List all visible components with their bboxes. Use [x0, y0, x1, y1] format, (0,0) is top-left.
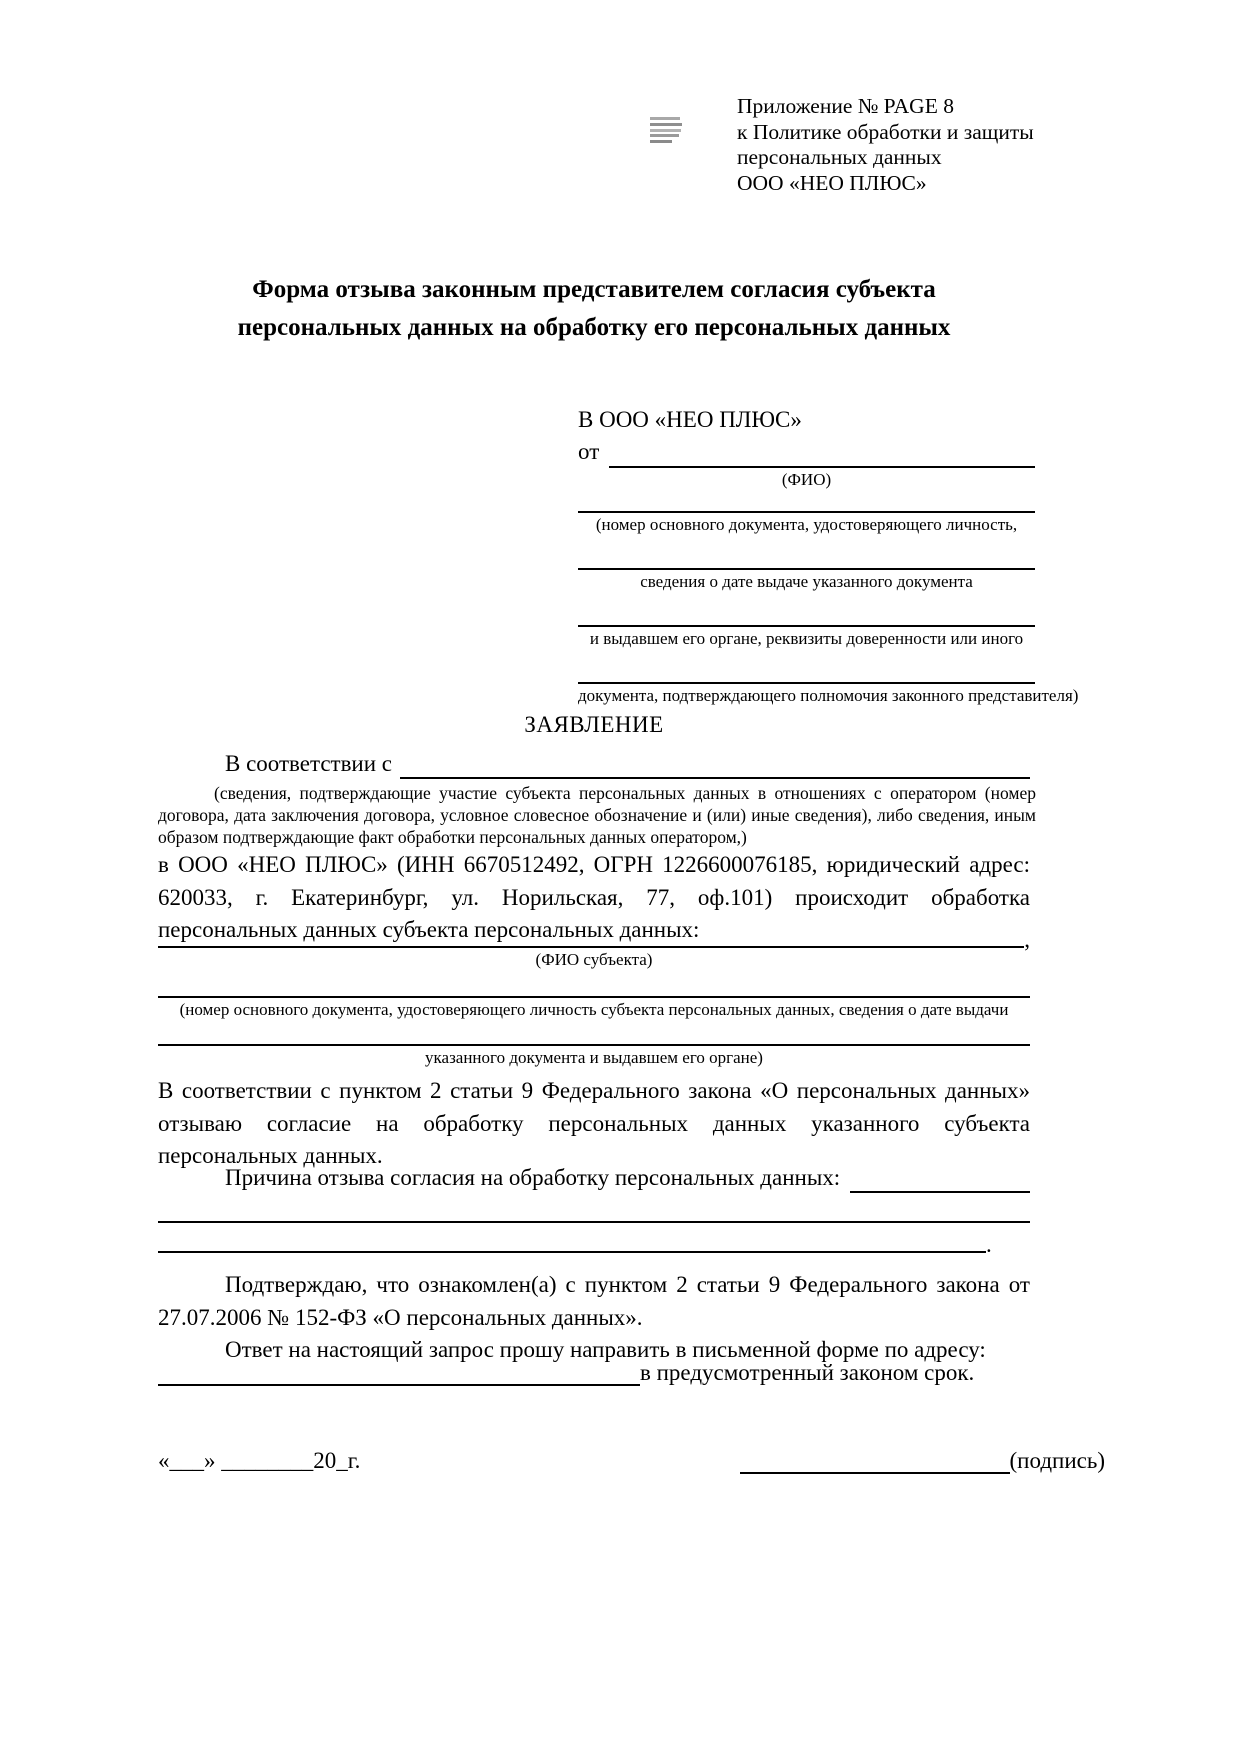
basis-label: В соответствии с — [225, 751, 393, 776]
reason-label: Причина отзыва согласия на обработку персональных данных: — [225, 1165, 841, 1190]
appendix-line-3: персональных данных — [737, 145, 942, 169]
confirm-paragraph: Подтверждаю, что ознакомлен(а) с пунктом 2 статьи 9 Федерального закона от 27.07.2006 № 152-ФЗ «О персональных данных». — [158, 1272, 1030, 1330]
operator-paragraph: в ООО «НЕО ПЛЮС» (ИНН 6670512492, ОГРН 1226600076185, юридический адрес: 620033, г. Екатеринбург, ул. Норильская, 77, оф.101) происходит обработка персональных данных субъекта персональных данных: — [158, 852, 1030, 942]
reason-blank-line-2 — [158, 1221, 1030, 1223]
representative-fio-line — [609, 436, 1035, 468]
document-title — [158, 271, 1030, 347]
representative-doc-line-2 — [578, 568, 1035, 570]
reason-blank-line-3 — [158, 1237, 986, 1253]
appendix-line-4: ООО «НЕО ПЛЮС» — [737, 170, 927, 195]
subject-doc-line-1 — [158, 996, 1030, 998]
response-paragraph: Ответ на настоящий запрос прошу направить в письменной форме по адресу: — [225, 1337, 986, 1362]
comma-mark: , — [1024, 927, 1030, 952]
representative-doc-line-3 — [578, 625, 1035, 627]
representative-doc-caption-4: документа, подтверждающего полномочия законного представителя) — [578, 686, 1079, 705]
representative-doc-caption-3: и выдавшем его органе, реквизиты доверенности или иного — [589, 629, 1024, 648]
withdraw-paragraph: В соответствии с пунктом 2 статьи 9 Федерального закона «О персональных данных» отзываю согласие на обработку персональных данных указанного субъекта персональных данных. — [158, 1078, 1030, 1168]
representative-doc-line-1 — [578, 511, 1035, 513]
subject-fio-caption: (ФИО субъекта) — [535, 950, 653, 969]
representative-doc-line-4 — [578, 682, 1035, 684]
statement-heading: ЗАЯВЛЕНИЕ — [524, 712, 664, 737]
signature-group — [740, 1448, 1105, 1474]
reason-blank-line-1 — [850, 1163, 1030, 1193]
recipient-block — [578, 404, 1079, 706]
subject-block — [158, 927, 1030, 1068]
date-blank: «___» ________20_г. — [158, 1448, 361, 1473]
signature-row — [158, 1448, 1105, 1474]
title-line-1: Форма отзыва законным представителем согласия субъекта — [252, 276, 936, 303]
subject-fio-row — [158, 927, 1030, 952]
basis-row — [158, 749, 1030, 779]
subject-doc-caption-2: указанного документа и выдавшем его органе) — [425, 1048, 763, 1067]
representative-doc-caption-2: сведения о дате выдаче указанного документа — [640, 572, 973, 591]
subject-doc-line-2 — [158, 1044, 1030, 1046]
representative-doc-caption-1: (номер основного документа, удостоверяющего личность, — [595, 515, 1018, 534]
appendix-line-2: к Политике обработки и защиты — [737, 119, 1034, 144]
response-tail: в предусмотренный законом срок. — [640, 1360, 975, 1385]
appendix-header — [737, 94, 1067, 196]
basis-explanation: (сведения, подтверждающие участие субъекта персональных данных в отношениях с оператором (номер договора, дата заключения договора, условное словесное обозначение и (или) иные сведения), либо сведения, иным образом подтверждающие факт обработки персональных данных оператором,) — [158, 783, 1036, 847]
title-line-2: персональных данных на обработку его персональных данных — [237, 314, 951, 341]
basis-blank-line — [400, 749, 1030, 779]
appendix-line-1: Приложение № PAGE 8 — [737, 94, 954, 118]
field-code-mark-icon — [650, 117, 682, 143]
from-row — [578, 436, 1035, 468]
reason-row — [158, 1163, 1030, 1193]
address-blank-line — [158, 1360, 640, 1386]
subject-doc-caption-1: (номер основного документа, удостоверяющего личность субъекта персональных данных, сведения о дате выдачи — [179, 1000, 1009, 1019]
recipient-to: В ООО «НЕО ПЛЮС» — [578, 407, 802, 432]
fio-caption: (ФИО) — [781, 470, 832, 489]
address-row — [158, 1360, 1030, 1386]
reason-row-3 — [158, 1232, 1030, 1257]
from-label: от — [578, 439, 600, 464]
period-mark: . — [986, 1232, 992, 1257]
subject-fio-line — [158, 932, 1024, 948]
signature-caption: (подпись) — [1009, 1448, 1105, 1473]
signature-line — [740, 1448, 1010, 1474]
